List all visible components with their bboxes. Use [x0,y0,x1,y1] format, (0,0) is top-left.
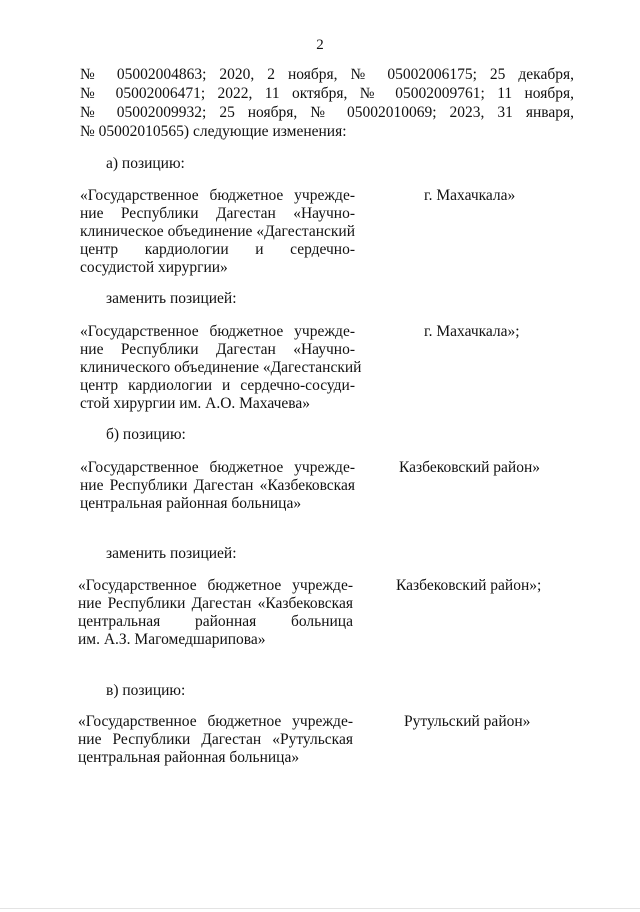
scan-edge-divider [0,908,640,909]
text-line: «Государственное бюджетное учрежде- [80,187,355,204]
text-line: «Государственное бюджетное учрежде- [80,459,355,476]
section-b-new-position [78,577,353,649]
section-b-replace-label: заменить позицией: [106,545,237,562]
text-line: «Государственное бюджетное учрежде- [78,577,353,594]
text-line: центр кардиологии и сердечно- [80,241,355,258]
text-line: «Государственное бюджетное учрежде- [80,323,355,340]
section-b-old-position [80,459,355,513]
section-c-old-position [78,713,353,767]
section-a-new-location: г. Махачкала»; [424,323,520,340]
page-number: 2 [316,37,324,53]
text-line: клинического объединение «Дагестанский [80,359,362,376]
section-a-replace-label: заменить позицией: [106,290,237,307]
text-line: ние Республики Дагестан «Научно- [80,341,355,358]
text-line: ние Республики Дагестан «Казбековская [78,595,353,612]
text-line: центр кардиологии и сердечно-сосуди- [80,377,355,394]
section-a-new-position [80,323,362,413]
text-line: клиническое объединение «Дагестанский [80,223,355,240]
text-line: им. А.З. Магомедшарипова» [78,631,266,648]
section-a-label: а) позицию: [106,155,185,172]
intro-line-1: № 05002004863; 2020, 2 ноября, № 05002006175; 25 декабря, [80,66,574,83]
text-line: стой хирургии им. А.О. Махачева» [80,395,311,412]
section-a-old-position [80,187,355,277]
text-line: центральная районная больница» [78,749,300,766]
section-b-new-location: Казбековский район»; [396,577,542,594]
section-c-label: в) позицию: [106,682,186,699]
text-line: центральная районная больница» [80,495,302,512]
intro-line-3: № 05002009932; 25 ноября, № 05002010069; 2023, 31 января, [80,104,574,121]
section-b-label: б) позицию: [106,426,186,443]
section-a-old-location: г. Махачкала» [424,187,516,204]
section-c-old-location: Рутульский район» [404,713,531,730]
text-line: сосудистой хирургии» [80,259,228,276]
section-b-old-location: Казбековский район» [399,459,541,476]
text-line: «Государственное бюджетное учрежде- [78,713,353,730]
text-line: ние Республики Дагестан «Научно- [80,205,355,222]
text-line: ние Республики Дагестан «Рутульская [78,731,353,748]
intro-line-2: № 05002006471; 2022, 11 октября, № 05002009761; 11 ноября, [80,85,574,102]
text-line: ние Республики Дагестан «Казбековская [80,477,355,494]
intro-line-4: № 05002010565) следующие изменения: [80,123,347,140]
text-line: центральная районная больница [78,613,353,630]
